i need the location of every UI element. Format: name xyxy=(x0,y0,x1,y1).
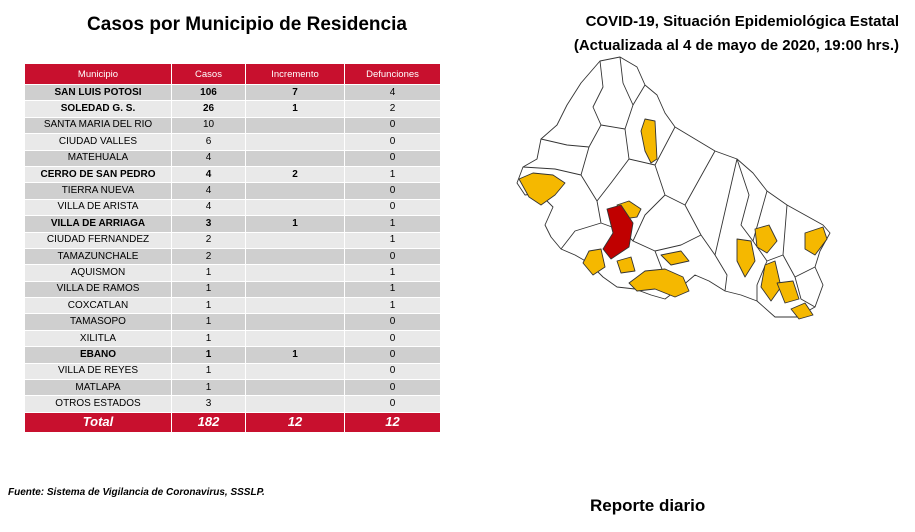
cell-incremento: 7 xyxy=(246,85,345,101)
cell-casos: 3 xyxy=(172,396,246,412)
cell-defunciones: 0 xyxy=(345,330,441,346)
cell-municipio: CIUDAD VALLES xyxy=(25,134,172,150)
map-title-line2: (Actualizada al 4 de mayo de 2020, 19:00 hrs.) xyxy=(573,37,899,54)
cell-casos: 4 xyxy=(172,150,246,166)
table-row xyxy=(25,216,441,232)
table-header-row xyxy=(25,64,441,85)
table-row xyxy=(25,150,441,166)
table-row xyxy=(25,347,441,363)
cell-incremento xyxy=(246,117,345,133)
cell-incremento xyxy=(246,314,345,330)
cell-municipio: COXCATLAN xyxy=(25,298,172,314)
cell-casos: 6 xyxy=(172,134,246,150)
cell-casos: 1 xyxy=(172,380,246,396)
cell-defunciones: 1 xyxy=(345,265,441,281)
table-row xyxy=(25,232,441,248)
cell-defunciones: 0 xyxy=(345,134,441,150)
cell-defunciones: 0 xyxy=(345,199,441,215)
cell-casos: 4 xyxy=(172,183,246,199)
cell-municipio: SAN LUIS POTOSI xyxy=(25,85,172,101)
table-row xyxy=(25,166,441,182)
cell-casos: 1 xyxy=(172,347,246,363)
table-row xyxy=(25,85,441,101)
total-row xyxy=(25,412,441,432)
cell-casos: 1 xyxy=(172,265,246,281)
map-title-line1: COVID-19, Situación Epidemiológica Estatal xyxy=(585,13,899,30)
cell-defunciones: 0 xyxy=(345,117,441,133)
cell-incremento xyxy=(246,363,345,379)
cell-defunciones: 0 xyxy=(345,347,441,363)
cell-casos: 1 xyxy=(172,298,246,314)
cell-defunciones: 0 xyxy=(345,396,441,412)
cell-casos: 1 xyxy=(172,281,246,297)
table-row xyxy=(25,363,441,379)
header-casos: Casos xyxy=(172,64,246,85)
cell-casos: 10 xyxy=(172,117,246,133)
cell-defunciones: 0 xyxy=(345,150,441,166)
cell-casos: 1 xyxy=(172,363,246,379)
table-row xyxy=(25,330,441,346)
cell-municipio: MATLAPA xyxy=(25,380,172,396)
state-map xyxy=(505,55,845,330)
cell-municipio: SANTA MARIA DEL RIO xyxy=(25,117,172,133)
cell-incremento xyxy=(246,298,345,314)
table-row xyxy=(25,183,441,199)
cell-municipio: XILITLA xyxy=(25,330,172,346)
table-row xyxy=(25,396,441,412)
cell-incremento xyxy=(246,281,345,297)
cell-municipio: AQUISMON xyxy=(25,265,172,281)
map-title xyxy=(574,10,899,58)
cell-defunciones: 1 xyxy=(345,232,441,248)
total-defunciones: 12 xyxy=(345,412,441,432)
cell-casos: 1 xyxy=(172,314,246,330)
cell-incremento xyxy=(246,396,345,412)
cell-incremento xyxy=(246,232,345,248)
cell-defunciones: 0 xyxy=(345,363,441,379)
cell-casos: 2 xyxy=(172,248,246,264)
table-row xyxy=(25,248,441,264)
cell-incremento xyxy=(246,330,345,346)
cell-municipio: SOLEDAD G. S. xyxy=(25,101,172,117)
total-casos: 182 xyxy=(172,412,246,432)
cell-defunciones: 1 xyxy=(345,281,441,297)
cell-incremento: 2 xyxy=(246,166,345,182)
cell-defunciones: 1 xyxy=(345,216,441,232)
header-defunciones: Defunciones xyxy=(345,64,441,85)
table-row xyxy=(25,298,441,314)
cell-casos: 2 xyxy=(172,232,246,248)
cell-defunciones: 0 xyxy=(345,380,441,396)
cell-incremento: 1 xyxy=(246,101,345,117)
cell-casos: 26 xyxy=(172,101,246,117)
total-incremento: 12 xyxy=(246,412,345,432)
cell-municipio: TIERRA NUEVA xyxy=(25,183,172,199)
table-row xyxy=(25,380,441,396)
cell-defunciones: 1 xyxy=(345,298,441,314)
cell-municipio: TAMASOPO xyxy=(25,314,172,330)
cell-municipio: VILLA DE REYES xyxy=(25,363,172,379)
cell-municipio: EBANO xyxy=(25,347,172,363)
cell-incremento xyxy=(246,380,345,396)
cell-municipio: VILLA DE ARISTA xyxy=(25,199,172,215)
cell-casos: 4 xyxy=(172,166,246,182)
cell-incremento xyxy=(246,199,345,215)
cell-casos: 4 xyxy=(172,199,246,215)
header-incremento: Incremento xyxy=(246,64,345,85)
cell-casos: 1 xyxy=(172,330,246,346)
source-note: Fuente: Sistema de Vigilancia de Coronavirus, SSSLP. xyxy=(8,487,265,498)
cell-defunciones: 2 xyxy=(345,101,441,117)
cell-incremento xyxy=(246,248,345,264)
cell-incremento xyxy=(246,183,345,199)
cell-municipio: VILLA DE RAMOS xyxy=(25,281,172,297)
table-row xyxy=(25,134,441,150)
table-row xyxy=(25,117,441,133)
cell-municipio: CERRO DE SAN PEDRO xyxy=(25,166,172,182)
table-row xyxy=(25,314,441,330)
cell-municipio: MATEHUALA xyxy=(25,150,172,166)
table-row xyxy=(25,265,441,281)
cell-defunciones: 0 xyxy=(345,183,441,199)
table-row xyxy=(25,199,441,215)
table-title: Casos por Municipio de Residencia xyxy=(87,14,407,35)
cell-incremento: 1 xyxy=(246,216,345,232)
cell-defunciones: 1 xyxy=(345,166,441,182)
cell-casos: 106 xyxy=(172,85,246,101)
table-row xyxy=(25,281,441,297)
cell-municipio: CIUDAD FERNANDEZ xyxy=(25,232,172,248)
cell-defunciones: 0 xyxy=(345,248,441,264)
header-municipio: Municipio xyxy=(25,64,172,85)
state-map-svg xyxy=(505,55,845,330)
report-label: Reporte diario xyxy=(590,496,706,515)
cell-defunciones: 4 xyxy=(345,85,441,101)
cell-casos: 3 xyxy=(172,216,246,232)
cell-incremento xyxy=(246,150,345,166)
cell-defunciones: 0 xyxy=(345,314,441,330)
cell-incremento xyxy=(246,134,345,150)
cell-municipio: TAMAZUNCHALE xyxy=(25,248,172,264)
cell-municipio: OTROS ESTADOS xyxy=(25,396,172,412)
cell-incremento xyxy=(246,265,345,281)
table-row xyxy=(25,101,441,117)
cases-table xyxy=(24,63,441,433)
cell-incremento: 1 xyxy=(246,347,345,363)
cell-municipio: VILLA DE ARRIAGA xyxy=(25,216,172,232)
total-label: Total xyxy=(25,412,172,432)
